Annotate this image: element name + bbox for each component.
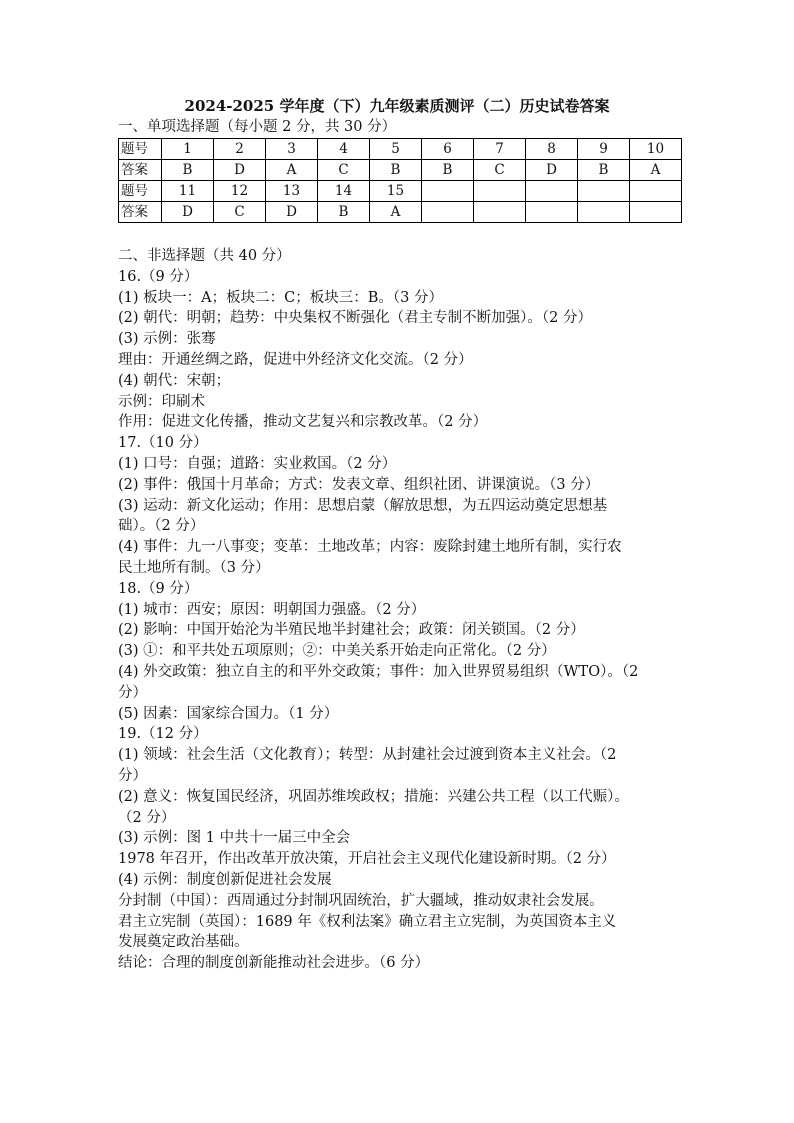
table-cell: 9 (578, 139, 630, 160)
table-cell (526, 181, 578, 202)
answer-line: (1) 城市：西安；原因：明朝国力强盛。（2 分） (118, 601, 426, 618)
table-cell: B (370, 160, 422, 181)
table-cell: 5 (370, 139, 422, 160)
answer-line: 分封制（中国）：西周通过分封制巩固统治，扩大疆域，推动奴隶社会发展。 (118, 892, 604, 909)
table-cell (474, 181, 526, 202)
table-cell: 13 (266, 181, 318, 202)
answer-line: (4) 示例：制度创新促进社会发展 (118, 871, 332, 888)
table-cell: B (422, 160, 474, 181)
table-cell: B (318, 202, 370, 223)
answer-line: (3) ①：和平共处五项原则；②：中美关系开始走向正常化。（2 分） (118, 643, 556, 660)
answer-line: 结论：合理的制度创新能推动社会进步。（6 分） (118, 955, 430, 972)
answer-line: (4) 朝代：宋朝； (118, 372, 231, 389)
answer-line: 分） (118, 684, 147, 701)
section-1-heading: 一、单项选择题（每小题 2 分，共 30 分） (118, 119, 397, 135)
table-cell: A (266, 160, 318, 181)
answer-line: (4) 外交政策：独立自主的和平外交政策；事件：加入世界贸易组织（WTO）。（2 (118, 663, 639, 680)
table-row (119, 202, 682, 223)
table-cell (630, 202, 682, 223)
table-cell: 3 (266, 139, 318, 160)
answer-line: (2) 事件：俄国十月革命；方式：发表文章、组织社团、讲课演说。（3 分） (118, 476, 600, 493)
answer-line: 示例：印刷术 (118, 393, 205, 410)
table-row (119, 160, 682, 181)
answer-line: 础）。（2 分） (118, 518, 205, 535)
answer-line: 19.（12 分） (118, 726, 208, 743)
table-cell (578, 202, 630, 223)
table-cell (630, 181, 682, 202)
answer-line: 君主立宪制（英国）：1689 年《权利法案》确立君主立宪制，为英国资本主义 (118, 913, 617, 930)
table-cell: 2 (214, 139, 266, 160)
table-row (119, 181, 682, 202)
table-cell: D (162, 202, 214, 223)
answer-line: 16.（9 分） (118, 268, 199, 285)
answer-line: (5) 因素：国家综合国力。（1 分） (118, 705, 339, 722)
document-title: 2024-2025 学年度（下）九年级素质测评（二）历史试卷答案 (184, 97, 610, 115)
table-cell (578, 181, 630, 202)
answer-line: 二、非选择题（共 40 分） (118, 248, 291, 264)
answer-line: 理由：开通丝绸之路，促进中外经济文化交流。（2 分） (118, 351, 473, 368)
answer-line: (1) 口号：自强；道路：实业救国。（2 分） (118, 455, 397, 472)
table-cell: 10 (630, 139, 682, 160)
answer-line: 1978 年召开，作出改革开放决策，开启社会主义现代化建设新时期。（2 分） (118, 851, 616, 868)
answer-line: 作用：促进文化传播，推动文艺复兴和宗教改革。（2 分） (118, 414, 488, 431)
answer-line: (3) 示例：张骞 (118, 331, 216, 348)
table-cell: 15 (370, 181, 422, 202)
table-cell: C (474, 160, 526, 181)
table-cell: B (162, 160, 214, 181)
answer-line: 18.（9 分） (118, 580, 199, 597)
table-cell (474, 202, 526, 223)
table-cell (422, 202, 474, 223)
table-cell: 8 (526, 139, 578, 160)
answer-line: 发展奠定政治基础。 (118, 934, 249, 951)
answer-line: (3) 示例：图 1 中共十一届三中全会 (118, 830, 351, 847)
answer-line: (1) 板块一：A；板块二：C；板块三：B。（3 分） (118, 289, 443, 306)
table-cell: D (214, 160, 266, 181)
answer-line: （2 分） (118, 809, 176, 826)
answer-line: (2) 意义：恢复国民经济，巩固苏维埃政权；措施：兴建公共工程（以工代赈）。 (118, 788, 629, 805)
table-cell: 14 (318, 181, 370, 202)
table-row-header: 题号 (119, 181, 162, 202)
answer-line: 分） (118, 767, 147, 784)
table-cell: 11 (162, 181, 214, 202)
table-cell: 7 (474, 139, 526, 160)
table-row (119, 139, 682, 160)
table-cell: A (630, 160, 682, 181)
table-row-header: 题号 (119, 139, 162, 160)
table-cell: 12 (214, 181, 266, 202)
answer-line: 民土地所有制。（3 分） (118, 559, 270, 576)
table-row-header: 答案 (119, 202, 162, 223)
table-cell: C (318, 160, 370, 181)
table-cell: B (578, 160, 630, 181)
answer-line: (4) 事件：九一八事变；变革：土地改革；内容：废除封建土地所有制，实行农 (118, 539, 622, 556)
table-cell: A (370, 202, 422, 223)
table-row-header: 答案 (119, 160, 162, 181)
answer-line: (3) 运动：新文化运动；作用：思想启蒙（解放思想，为五四运动奠定思想基 (118, 497, 608, 514)
answer-table (118, 138, 682, 223)
table-cell: D (526, 160, 578, 181)
answer-line: (1) 领域：社会生活（文化教育）；转型：从封建社会过渡到资本主义社会。（2 (118, 747, 617, 764)
answer-line: (2) 影响：中国开始沦为半殖民地半封建社会；政策：闭关锁国。（2 分） (118, 622, 585, 639)
table-cell: 4 (318, 139, 370, 160)
table-cell: C (214, 202, 266, 223)
answer-line: (2) 朝代：明朝；趋势：中央集权不断强化（君主专制不断加强）。（2 分） (118, 310, 592, 327)
table-cell: 6 (422, 139, 474, 160)
section-2-content (118, 246, 684, 974)
table-cell: 1 (162, 139, 214, 160)
table-cell (526, 202, 578, 223)
answer-line: 17.（10 分） (118, 435, 208, 452)
table-cell (422, 181, 474, 202)
table-cell: D (266, 202, 318, 223)
